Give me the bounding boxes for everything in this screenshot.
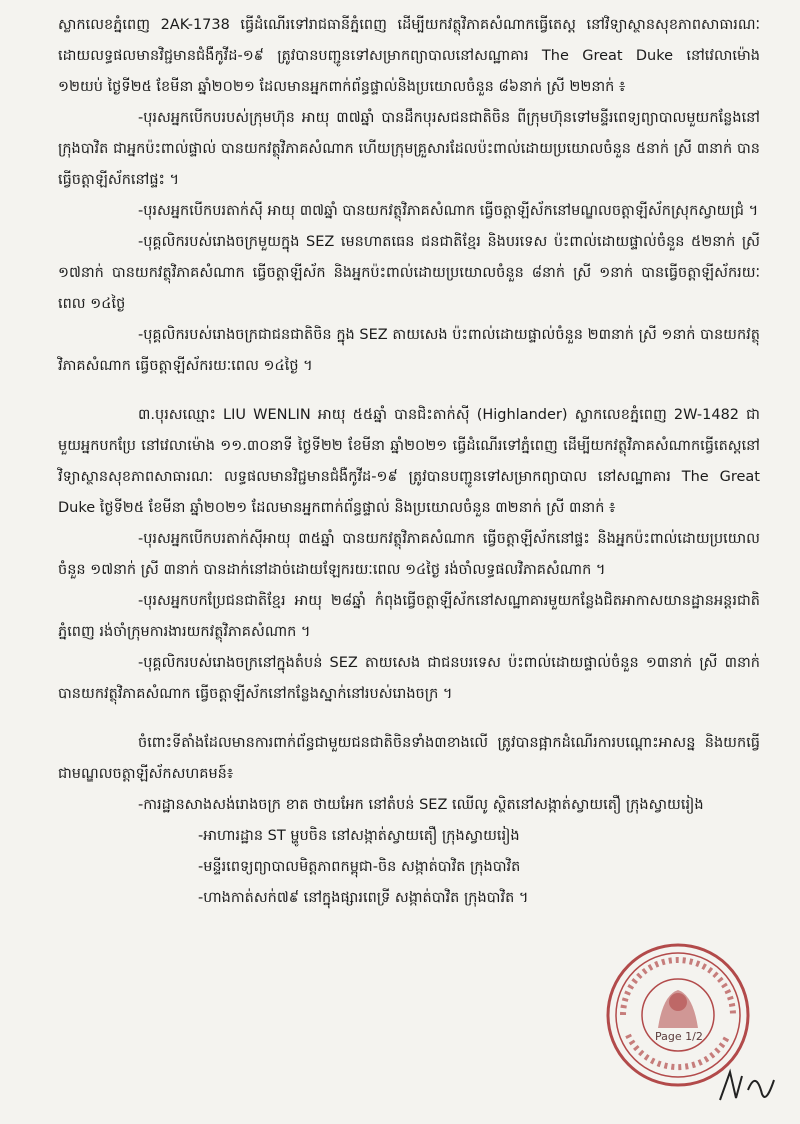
paragraph-9: -បុគ្គលិករបស់រោងចក្រនៅក្នុងតំបន់ SEZ តាយសេង ជាជនបរទេស ប៉ះពាល់ដោយផ្ទាល់ចំនួន ១៣នាក់ ស្រី ៣នាក់ បានយកវត្ថុវិភាគសំណាក ធ្វើចត្តាឡីស័កនៅកន្លែងស្នាក់នៅរបស់រោងចក្រ ។ [58,655,760,702]
paragraph-11: -ការដ្ឋានសាងសង់រោងចក្រ ខាត ថាយអែក នៅតំបន់ SEZ ឈើលូ ស្ថិតនៅសង្កាត់ស្វាយតឿ ក្រុងស្វាយរៀង [138,797,704,813]
list-item-2: -មន្ទីរពេទ្យព្យាបាលមិត្តភាពកម្ពុជា-ចិន សង្កាត់បាវិត ក្រុងបាវិត [198,859,521,875]
paragraph-3: -បុរសអ្នកបើកបរតាក់ស៊ី អាយុ ៣៧ឆ្នាំ បានយកវត្ថុវិភាគសំណាក ធ្វើចត្តាឡីស័កនៅមណ្ឌលចត្តាឡីស័កស្រុកស្វាយជ្រំ ។ [138,203,759,219]
list-item-3: -ហាងកាត់សក់៧៩ នៅក្នុងផ្សារពេទ្រី សង្កាត់បាវិត ក្រុងបាវិត ។ [198,890,529,906]
paragraph-10: ចំពោះទីតាំងដែលមានការពាក់ព័ន្ធជាមួយជនជាតិចិនទាំង៣ខាងលើ ត្រូវបានផ្អាកដំណើរការបណ្តោះអាសន្ន និងយកធ្វើជាមណ្ឌលចត្តាឡីស័កសហគមន៍៖ [58,735,760,782]
list-item-1: -អាហារដ្ឋាន ST ម្ហូបចិន នៅសង្កាត់ស្វាយតឿ ក្រុងស្វាយរៀង [198,828,520,844]
paragraph-4: -បុគ្គលិករបស់រោងចក្រមួយក្នុង SEZ មេនហាតធេន ជនជាតិខ្មែរ និងបរទេស ប៉ះពាល់ដោយផ្ទាល់ចំនួន ៥២នាក់ ស្រី ១៧នាក់ បានយកវត្ថុវិភាគសំណាក ធ្វើចត្តាឡីស័ក និងអ្នកប៉ះពាល់ដោយប្រយោលចំនួន ៨នាក់ ស្រី ១នាក់ បានធ្វើចត្តាឡីស័ករយៈពេល ១៤ថ្ងៃ [58,234,760,312]
paragraph-5: -បុគ្គលិករបស់រោងចក្រជាជនជាតិចិន ក្នុង SEZ តាយសេង ប៉ះពាល់ដោយផ្ទាល់ចំនួន ២៣នាក់ ស្រី ១នាក់ បានយកវត្ថុវិភាគសំណាក ធ្វើចត្តាឡីស័ករយៈពេល ១៤ថ្ងៃ ។ [58,327,760,374]
paragraph-6: ៣.បុរសឈ្មោះ LIU WENLIN អាយុ ៥៥ឆ្នាំ បានជិះតាក់ស៊ី (Highlander) ស្លាកលេខភ្នំពេញ 2W-1482 ជាមួយអ្នកបកប្រែ នៅវេលាម៉ោង ១១.៣០នាទី ថ្ងៃទី២២ ខែមីនា ឆ្នាំ២០២១ ធ្វើដំណើរទៅភ្នំពេញ ដើម្បីយកវត្ថុវិភាគសំណាកធ្វើតេស្តនៅវិទ្យាស្ថានសុខភាពសាធារណៈ លទ្ធផលមានវិជ្ជមានជំងឺកូវីដ-១៩ ត្រូវបានបញ្ជូនទៅសម្រាកព្យាបាល នៅសណ្ឋាគារ The Great Duke ថ្ងៃទី២៥ ខែមីនា ឆ្នាំ២០២១ ដែលមានអ្នកពាក់ព័ន្ធផ្ទាល់ និងប្រយោលចំនួន ៣២នាក់ ស្រី ៣នាក់ ៖ [58,407,760,516]
paragraph-1: ស្លាកលេខភ្នំពេញ 2AK-1738 ធ្វើដំណើរទៅរាជធានីភ្នំពេញ ដើម្បីយកវត្ថុវិភាគសំណាកធ្វើតេស្ត នៅវិទ្យាស្ថានសុខភាពសាធារណៈ ដោយលទ្ធផលមានវិជ្ជមានជំងឺកូវីដ-១៩ ត្រូវបានបញ្ជូនទៅសម្រាកព្យាបាលនៅសណ្ឋាគារ The Great Duke នៅវេលាម៉ោង ១២យប់ ថ្ងៃទី២៥ ខែមីនា ឆ្នាំ២០២១ ដែលមានអ្នកពាក់ព័ន្ធផ្ទាល់និងប្រយោលចំនួន ៨៦នាក់ ស្រី ២២នាក់ ៖ [58,17,760,95]
paragraph-7: -បុរសអ្នកបើកបរតាក់ស៊ីអាយុ ៣៥ឆ្នាំ បានយកវត្ថុវិភាគសំណាក ធ្វើចត្តាឡីស័កនៅផ្ទះ និងអ្នកប៉ះពាល់ដោយប្រយោលចំនួន ១៧នាក់ ស្រី ៣នាក់ បានដាក់នៅដាច់ដោយឡែករយៈពេល ១៤ថ្ងៃ រង់ចាំលទ្ធផលវិភាគសំណាក ។ [58,531,760,578]
paragraph-2: -បុរសអ្នកបើកបរបស់ក្រុមហ៊ុន អាយុ ៣៧ឆ្នាំ បានដឹកបុរសជនជាតិចិន ពីក្រុមហ៊ុនទៅមន្ទីរពេទ្យព្យាបាលមួយកន្លែងនៅក្រុងបាវិត ជាអ្នកប៉ះពាល់ផ្ទាល់ បានយកវត្ថុវិភាគសំណាក ហើយក្រុមគ្រួសារដែលប៉ះពាល់ដោយប្រយោលចំនួន ៥នាក់ ស្រី ៣នាក់ បានធ្វើចត្តាឡីស័កនៅផ្ទះ ។ [58,110,760,188]
paragraph-8: -បុរសអ្នកបកប្រែជនជាតិខ្មែរ អាយុ ២៨ឆ្នាំ កំពុងធ្វើចត្តាឡីស័កនៅសណ្ឋាគារមួយកន្លែងជិតអាកាសយានដ្ឋានអន្តរជាតិភ្នំពេញ រង់ចាំក្រុមការងារយកវត្ថុវិភាគសំណាក ។ [58,593,760,640]
signature-icon [712,1060,782,1110]
page-label: Page 1/2 [655,1030,703,1043]
